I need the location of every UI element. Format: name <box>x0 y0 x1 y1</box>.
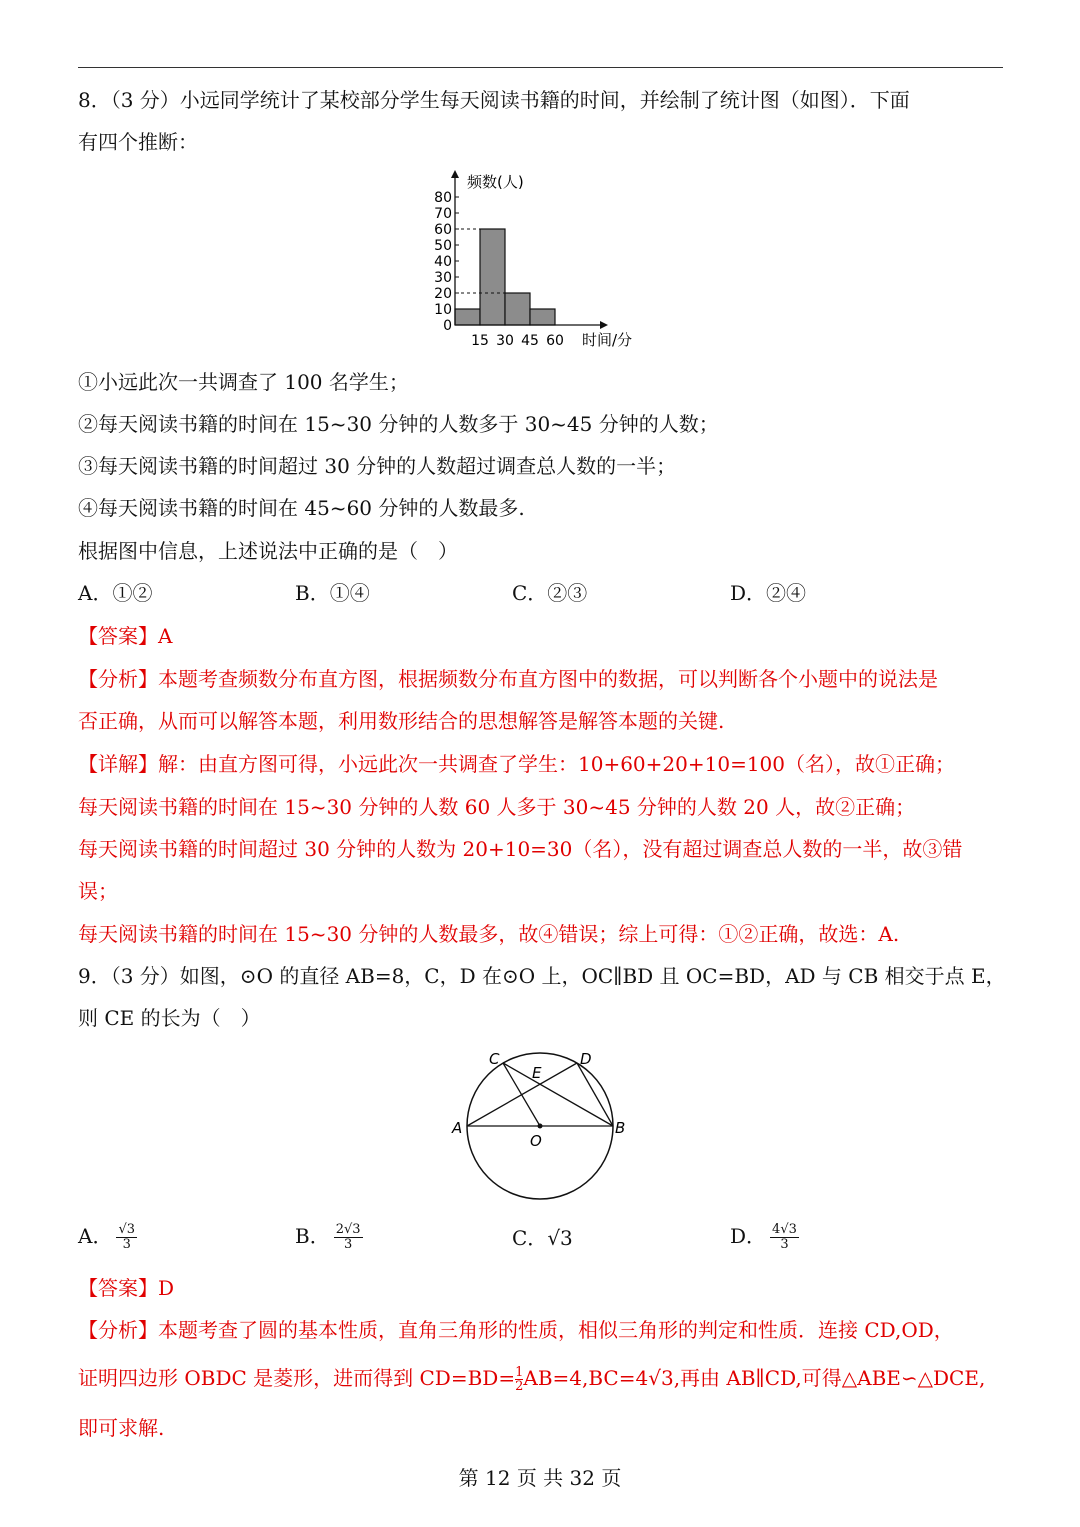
q9-half-den: 2 <box>515 1379 524 1394</box>
q8-answer: 【答案】A <box>78 624 173 648</box>
y-tick-label-60: 60 <box>434 222 452 238</box>
q9-stem-line1: 9．（3 分）如图，⊙O 的直径 AB=8，C，D 在⊙O 上，OC∥BD 且 OC=BD，AD 与 CB 相交于点 E， <box>78 964 1006 988</box>
y-tick-label-50: 50 <box>434 238 452 254</box>
q9-option-d-letter: D． <box>730 1224 767 1248</box>
q8-detail-line2: 每天阅读书籍的时间在 15~30 分钟的人数 60 人多于 30~45 分钟的人数 20 人，故②正确； <box>78 795 916 819</box>
x-axis-label: 时间/分 <box>582 331 633 349</box>
q9-option-d-fraction <box>770 1223 799 1252</box>
q9-option-c-value: √3 <box>547 1226 573 1250</box>
q9-answer: 【答案】D <box>78 1276 175 1300</box>
x-axis-arrow <box>600 321 608 329</box>
label-o: O <box>530 1132 542 1150</box>
q8-detail-line5: 每天阅读书籍的时间在 15~30 分钟的人数最多，故④错误；综上可得：①②正确，故选：A. <box>78 922 900 946</box>
label-d: D <box>580 1050 592 1068</box>
q9-analysis-line2-d: ,再由 AB∥CD,可得△ABE∽△DCE, <box>673 1366 986 1390</box>
q9-option-a-den: 3 <box>122 1237 131 1252</box>
x-tick-label-30: 30 <box>496 333 514 349</box>
q9-option-d <box>730 1222 799 1252</box>
y-tick-label-80: 80 <box>434 190 452 206</box>
segment-cb <box>503 1063 613 1126</box>
histogram-bar-3 <box>505 293 530 325</box>
header-rule <box>78 67 1003 68</box>
y-tick-label-30: 30 <box>434 270 452 286</box>
q8-analysis-line2: 否正确，从而可以解答本题，利用数形结合的思想解答是解答本题的关键. <box>78 709 725 733</box>
q8-analysis-line1: 【分析】本题考查频数分布直方图，根据频数分布直方图中的数据，可以判断各个小题中的说法是 <box>78 667 938 691</box>
page-footer: 第 12 页 共 32 页 <box>458 1466 622 1490</box>
q8-stem-line2: 有四个推断： <box>78 130 198 154</box>
q9-analysis-line2-c: √3 <box>648 1366 674 1390</box>
q9-half-num: 1 <box>515 1365 524 1380</box>
q9-option-a <box>78 1222 137 1252</box>
q9-analysis-line3: 即可求解. <box>78 1416 165 1440</box>
histogram-bar-2 <box>480 229 505 325</box>
y-axis-label: 频数(人) <box>467 173 524 191</box>
q8-statement-2: ②每天阅读书籍的时间在 15~30 分钟的人数多于 30~45 分钟的人数； <box>78 412 719 436</box>
q9-option-a-num: √3 <box>118 1222 136 1237</box>
q8-statement-1: ①小远此次一共调查了 100 名学生； <box>78 370 409 394</box>
q9-option-c <box>512 1224 573 1252</box>
y-tick-label-70: 70 <box>434 206 452 222</box>
q9-option-b <box>295 1222 363 1252</box>
q9-option-b-letter: B． <box>295 1224 330 1248</box>
q9-stem-line2: 则 CE 的长为（ ） <box>78 1006 261 1030</box>
q8-stem-line1: 8．（3 分）小远同学统计了某校部分学生每天阅读书籍的时间，并绘制了统计图（如图）．下面 <box>78 88 910 112</box>
y-tick-label-20: 20 <box>434 286 452 302</box>
q8-detail-line3: 每天阅读书籍的时间超过 30 分钟的人数为 20+10=30（名），没有超过调查总人数的一半，故③错 <box>78 837 963 861</box>
q8-statement-4: ④每天阅读书籍的时间在 45~60 分钟的人数最多. <box>78 496 525 520</box>
x-tick-label-45: 45 <box>521 333 539 349</box>
q9-option-b-fraction <box>334 1223 363 1252</box>
histogram-bar-4 <box>530 309 555 325</box>
label-a: A <box>452 1119 463 1137</box>
q9-option-b-den: 3 <box>343 1237 353 1252</box>
q9-option-c-letter: C． <box>512 1226 548 1250</box>
q8-detail-line4: 误； <box>78 879 118 903</box>
q9-analysis-line2-a: 证明四边形 OBDC 是菱形，进而得到 CD=BD= <box>78 1366 516 1390</box>
q9-analysis-line1: 【分析】本题考查了圆的基本性质，直角三角形的性质，相似三角形的判定和性质．连接 CD,OD， <box>78 1318 954 1342</box>
q8-option-a: A．①② <box>78 581 153 605</box>
y-tick-label-40: 40 <box>434 254 452 270</box>
x-tick-label-15: 15 <box>471 333 489 349</box>
q8-question: 根据图中信息，上述说法中正确的是（ ） <box>78 539 458 563</box>
q8-option-d: D．②④ <box>730 581 807 605</box>
y-tick-label-0: 0 <box>443 318 452 334</box>
q9-option-a-letter: A． <box>78 1224 113 1248</box>
q9-option-d-den: 3 <box>780 1237 789 1252</box>
q9-option-a-fraction <box>116 1223 137 1252</box>
q8-option-c: C．②③ <box>512 581 588 605</box>
q9-option-d-num: 4√3 <box>772 1222 797 1237</box>
q8-statement-3: ③每天阅读书籍的时间超过 30 分钟的人数超过调查总人数的一半； <box>78 454 677 478</box>
q9-analysis-line2 <box>78 1364 985 1393</box>
histogram-chart <box>420 166 660 352</box>
segment-bd <box>577 1063 613 1126</box>
y-tick-label-10: 10 <box>434 302 452 318</box>
circle-figure <box>440 1040 640 1210</box>
label-b: B <box>615 1119 626 1137</box>
q8-option-b: B．①④ <box>295 581 370 605</box>
label-c: C <box>489 1050 500 1068</box>
label-e: E <box>532 1064 542 1082</box>
center-point <box>538 1124 543 1129</box>
y-axis-arrow <box>451 170 459 178</box>
x-tick-label-60: 60 <box>546 333 564 349</box>
q9-option-b-num: 2√3 <box>335 1222 361 1237</box>
q9-analysis-line2-b: AB=4,BC=4 <box>523 1366 649 1390</box>
histogram-bar-1 <box>455 309 480 325</box>
q8-detail-line1: 【详解】解：由直方图可得，小远此次一共调查了学生：10+60+20+10=100（名），故①正确； <box>78 752 956 776</box>
